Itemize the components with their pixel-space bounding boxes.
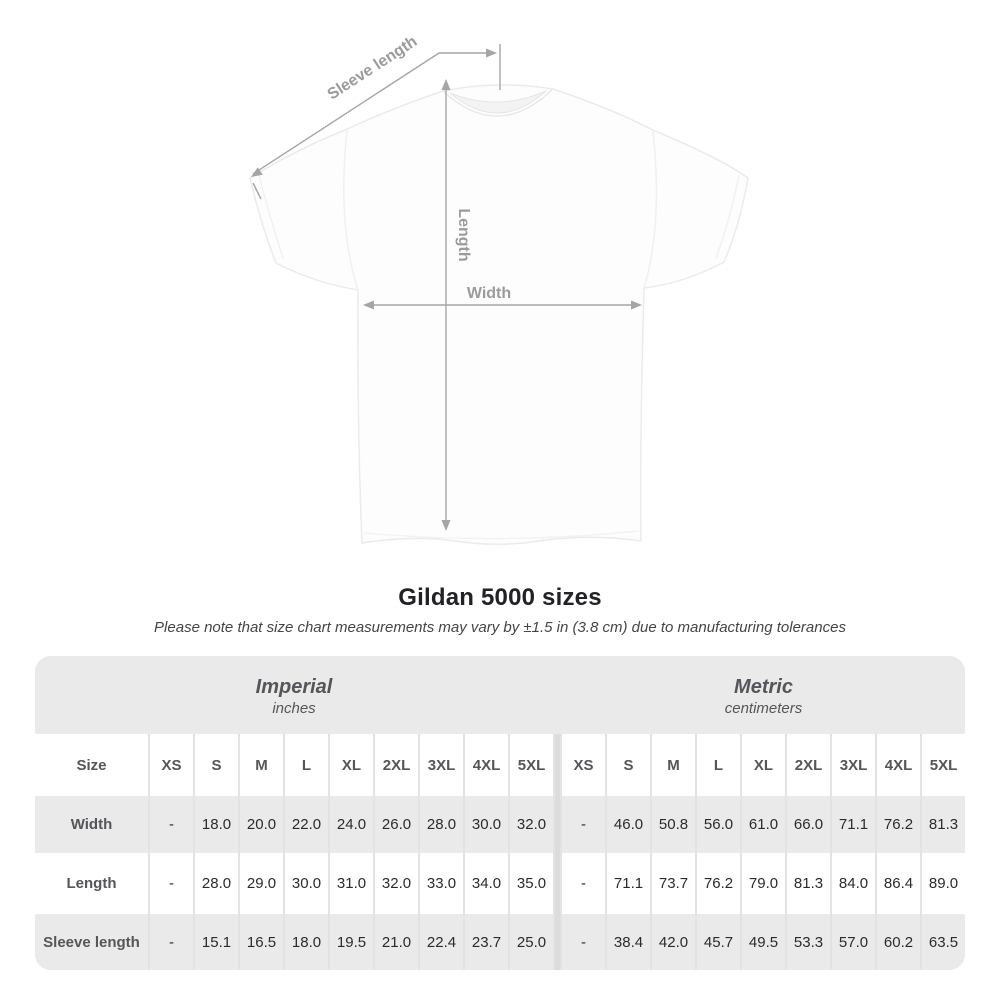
size-header-imperial-4xl: 4XL <box>465 734 508 796</box>
metric-label: Metric <box>734 675 793 698</box>
width-label: Width <box>466 285 512 302</box>
length-metric-s: 71.1 <box>607 853 650 914</box>
section-divider <box>555 914 560 970</box>
length-metric-l: 76.2 <box>697 853 740 914</box>
table-row-sleeve-length <box>35 914 965 970</box>
length-imperial-s: 28.0 <box>195 853 238 914</box>
unit-header-band <box>35 656 965 734</box>
sleeve-imperial-3xl: 22.4 <box>420 914 463 970</box>
width-metric-m: 50.8 <box>652 796 695 853</box>
imperial-unit: inches <box>272 699 316 717</box>
sleeve-metric-xl: 49.5 <box>742 914 785 970</box>
tshirt-graphic <box>250 85 748 544</box>
size-header-metric-xs: XS <box>562 734 605 796</box>
width-imperial-s: 18.0 <box>195 796 238 853</box>
width-imperial-xs: - <box>150 796 193 853</box>
size-header-imperial-2xl: 2XL <box>375 734 418 796</box>
sleeve-metric-3xl: 57.0 <box>832 914 875 970</box>
width-imperial-m: 20.0 <box>240 796 283 853</box>
row-label-width: Width <box>35 796 148 853</box>
size-header-imperial-3xl: 3XL <box>420 734 463 796</box>
length-metric-xs: - <box>562 853 605 914</box>
metric-section-header <box>562 656 965 734</box>
width-metric-3xl: 71.1 <box>832 796 875 853</box>
size-header-metric-s: S <box>607 734 650 796</box>
width-imperial-3xl: 28.0 <box>420 796 463 853</box>
length-imperial-xl: 31.0 <box>330 853 373 914</box>
imperial-label: Imperial <box>255 675 333 698</box>
width-metric-2xl: 66.0 <box>787 796 830 853</box>
width-metric-l: 56.0 <box>697 796 740 853</box>
table-row-width <box>35 796 965 853</box>
sleeve-metric-2xl: 53.3 <box>787 914 830 970</box>
length-imperial-l: 30.0 <box>285 853 328 914</box>
width-imperial-l: 22.0 <box>285 796 328 853</box>
length-label: Length <box>455 208 472 262</box>
size-header-metric-m: M <box>652 734 695 796</box>
page-title: Gildan 5000 sizes <box>398 584 602 611</box>
size-column-header: Size <box>35 734 148 796</box>
section-divider <box>555 734 560 796</box>
tolerance-note: Please note that size chart measurements may vary by ±1.5 in (3.8 cm) due to manufacturing tolerances <box>154 619 846 636</box>
length-imperial-4xl: 34.0 <box>465 853 508 914</box>
sleeve-metric-l: 45.7 <box>697 914 740 970</box>
size-header-metric-3xl: 3XL <box>832 734 875 796</box>
sleeve-metric-4xl: 60.2 <box>877 914 920 970</box>
width-metric-5xl: 81.3 <box>922 796 965 853</box>
length-metric-5xl: 89.0 <box>922 853 965 914</box>
size-header-metric-l: L <box>697 734 740 796</box>
size-header-row <box>35 734 965 796</box>
sleeve-imperial-s: 15.1 <box>195 914 238 970</box>
size-header-imperial-xl: XL <box>330 734 373 796</box>
length-metric-4xl: 86.4 <box>877 853 920 914</box>
size-header-metric-4xl: 4XL <box>877 734 920 796</box>
size-header-imperial-xs: XS <box>150 734 193 796</box>
sleeve-metric-5xl: 63.5 <box>922 914 965 970</box>
length-imperial-2xl: 32.0 <box>375 853 418 914</box>
length-metric-m: 73.7 <box>652 853 695 914</box>
width-imperial-4xl: 30.0 <box>465 796 508 853</box>
row-label-sleeve-length: Sleeve length <box>35 914 148 970</box>
length-imperial-3xl: 33.0 <box>420 853 463 914</box>
width-imperial-2xl: 26.0 <box>375 796 418 853</box>
sleeve-metric-xs: - <box>562 914 605 970</box>
size-header-metric-2xl: 2XL <box>787 734 830 796</box>
imperial-section-header <box>35 656 553 734</box>
sleeve-metric-s: 38.4 <box>607 914 650 970</box>
length-imperial-5xl: 35.0 <box>510 853 553 914</box>
sleeve-length-label: Sleeve length <box>324 33 421 104</box>
sleeve-imperial-5xl: 25.0 <box>510 914 553 970</box>
sleeve-imperial-xl: 19.5 <box>330 914 373 970</box>
length-imperial-xs: - <box>150 853 193 914</box>
width-metric-xs: - <box>562 796 605 853</box>
size-header-imperial-s: S <box>195 734 238 796</box>
row-label-length: Length <box>35 853 148 914</box>
width-metric-s: 46.0 <box>607 796 650 853</box>
sleeve-imperial-xs: - <box>150 914 193 970</box>
size-header-imperial-5xl: 5XL <box>510 734 553 796</box>
section-divider <box>555 853 560 914</box>
sleeve-imperial-l: 18.0 <box>285 914 328 970</box>
size-header-metric-xl: XL <box>742 734 785 796</box>
length-imperial-m: 29.0 <box>240 853 283 914</box>
sleeve-imperial-2xl: 21.0 <box>375 914 418 970</box>
size-header-metric-5xl: 5XL <box>922 734 965 796</box>
length-metric-xl: 79.0 <box>742 853 785 914</box>
length-metric-2xl: 81.3 <box>787 853 830 914</box>
width-imperial-xl: 24.0 <box>330 796 373 853</box>
size-header-imperial-l: L <box>285 734 328 796</box>
sleeve-imperial-m: 16.5 <box>240 914 283 970</box>
table-row-length <box>35 853 965 914</box>
section-divider <box>555 796 560 853</box>
width-metric-4xl: 76.2 <box>877 796 920 853</box>
sleeve-imperial-4xl: 23.7 <box>465 914 508 970</box>
width-imperial-5xl: 32.0 <box>510 796 553 853</box>
metric-unit: centimeters <box>724 699 803 717</box>
sleeve-metric-m: 42.0 <box>652 914 695 970</box>
length-metric-3xl: 84.0 <box>832 853 875 914</box>
size-chart-table <box>35 656 965 970</box>
size-header-imperial-m: M <box>240 734 283 796</box>
width-metric-xl: 61.0 <box>742 796 785 853</box>
